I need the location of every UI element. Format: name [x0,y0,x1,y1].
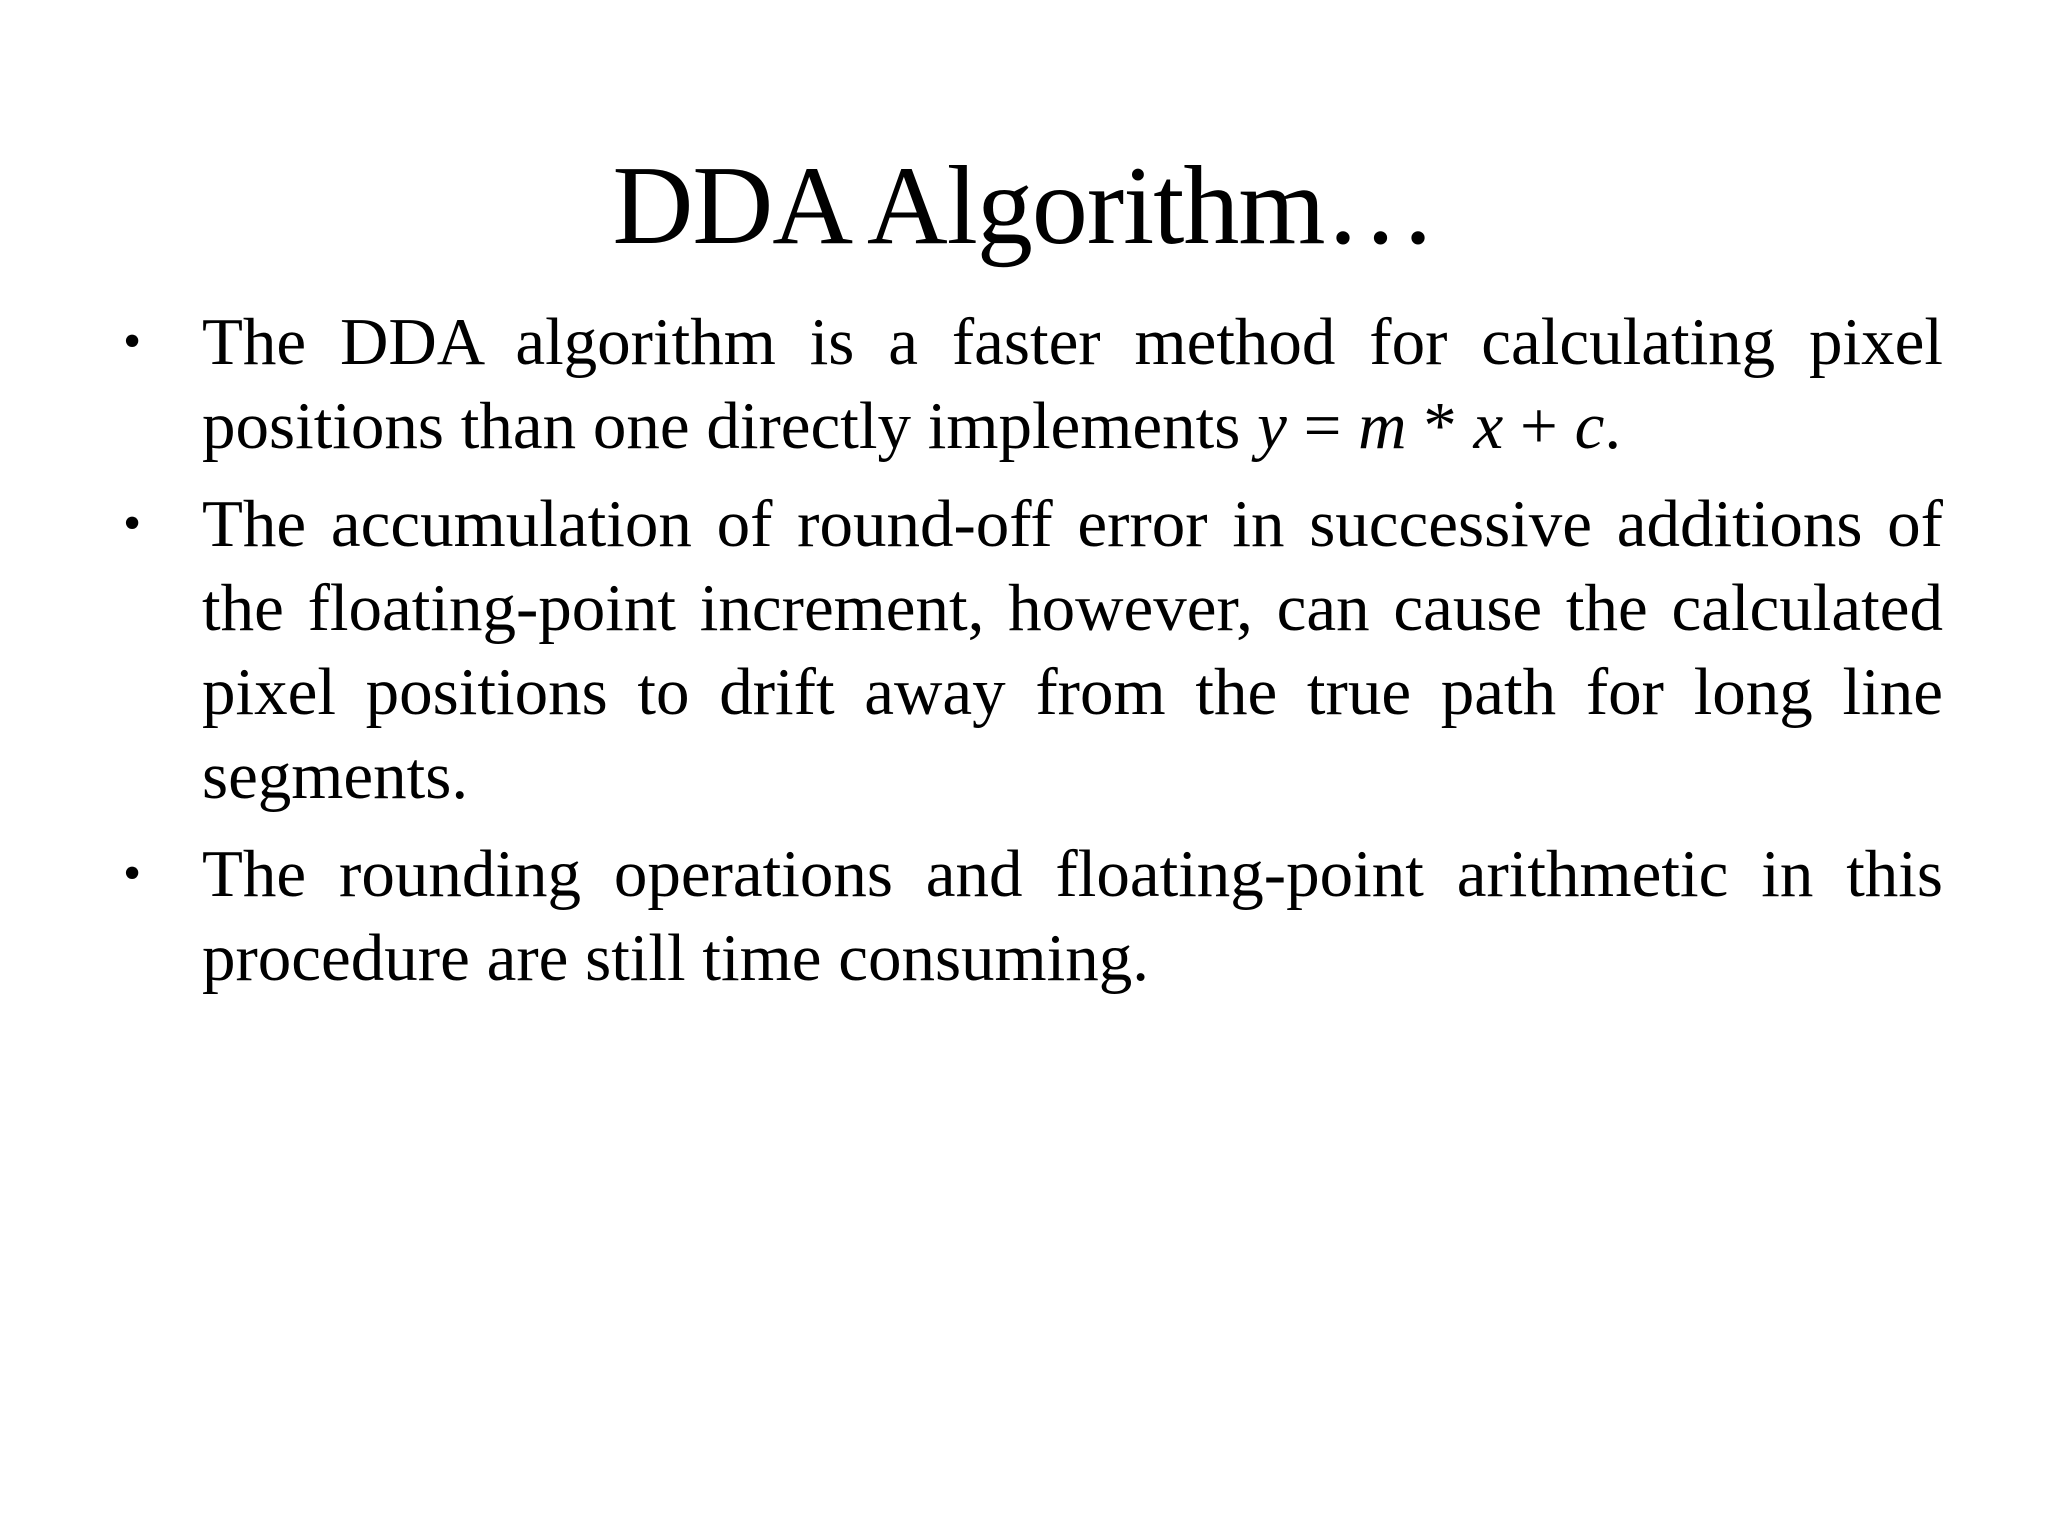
equation-c: c [1574,389,1605,463]
bullet-text [202,300,1943,468]
bullet-dot-icon: • [123,495,142,552]
bullet-item-2 [118,482,1943,818]
bullet-text-after-equation: . [1604,389,1622,463]
bullet-list [118,300,1943,1014]
bullet-text: The rounding operations and floating-point arithmetic in this procedure are still time consuming. [202,837,1943,995]
bullet-dot-icon: • [123,313,142,370]
equation-y: y [1257,389,1287,463]
bullet-item-1 [118,300,1943,468]
slide-title: DDA Algorithm… [612,144,1436,268]
equation-x: x [1473,389,1504,463]
equation-m: m [1358,389,1407,463]
equation-times: * [1406,389,1474,463]
bullet-dot-icon: • [123,845,142,902]
bullet-item-3 [118,832,1943,1000]
bullet-text-before-equation: The DDA algorithm is a faster method for calculating pixel positions than one directly implements [202,305,1943,463]
bullet-text: The accumulation of round-off error in successive additions of the floating-point increment, however, can cause the calculated pixel positions to drift away from the true path for long line segments. [202,487,1943,813]
equation-plus: + [1503,389,1575,463]
equation-equals: = [1286,389,1359,463]
